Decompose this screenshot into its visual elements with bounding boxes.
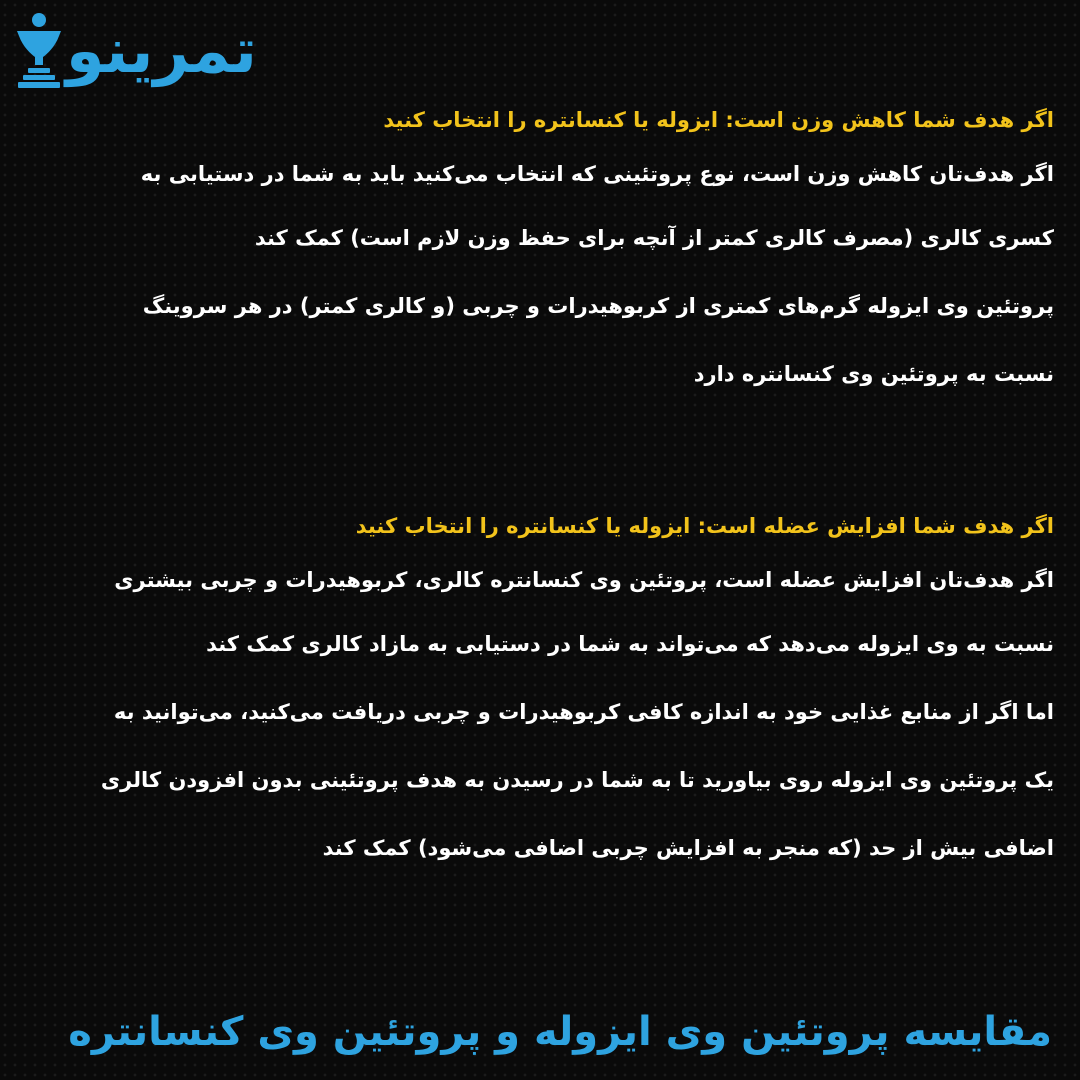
section-spacer — [62, 408, 1054, 502]
paragraph-line: نسبت به وی ایزوله می‌دهد که می‌تواند به شما در دستیابی به مازاد کالری کمک کند — [206, 632, 1054, 656]
footer-title: مقایسه پروتئین وی ایزوله و پروتئین وی کنسانتره — [68, 1009, 1052, 1055]
paragraph-line: پروتئین وی ایزوله گرم‌های کمتری از کربوهیدرات و چربی (و کالری کمتر) در هر سروینگ — [142, 294, 1054, 318]
trophy-cup-icon — [14, 11, 64, 91]
section-heading: اگر هدف شما افزایش عضله است: ایزوله یا کنسانتره را انتخاب کنید — [355, 514, 1054, 538]
section-heading: اگر هدف شما کاهش وزن است: ایزوله یا کنسانتره را انتخاب کنید — [383, 108, 1054, 132]
brand-logo — [14, 8, 257, 94]
paragraph-line: کسری کالری (مصرف کالری کمتر از آنچه برای حفظ وزن لازم است) کمک کند — [254, 226, 1054, 250]
paragraph-line: اگر هدف‌تان افزایش عضله است، پروتئین وی کنسانتره کالری، کربوهیدرات و چربی بیشتری — [114, 568, 1054, 592]
paragraph-line: نسبت به پروتئین وی کنسانتره دارد — [693, 362, 1054, 386]
section-weight-loss — [62, 96, 1054, 408]
paragraph-line: اگر هدف‌تان کاهش وزن است، نوع پروتئینی که انتخاب می‌کنید باید به شما در دستیابی به — [140, 162, 1054, 186]
paragraph-line: اما اگر از منابع غذایی خود به اندازه کافی کربوهیدرات و چربی دریافت می‌کنید، می‌توانید به — [113, 700, 1054, 724]
section-muscle-gain — [62, 502, 1054, 882]
article-content — [62, 96, 1054, 882]
paragraph-line: یک پروتئین وی ایزوله روی بیاورید تا به شما در رسیدن به هدف پروتئینی بدون افزودن کالری — [100, 768, 1054, 792]
brand-name: تمرینو — [66, 14, 257, 87]
paragraph-line: اضافی بیش از حد (که منجر به افزایش چربی اضافی می‌شود) کمک کند — [322, 836, 1054, 860]
